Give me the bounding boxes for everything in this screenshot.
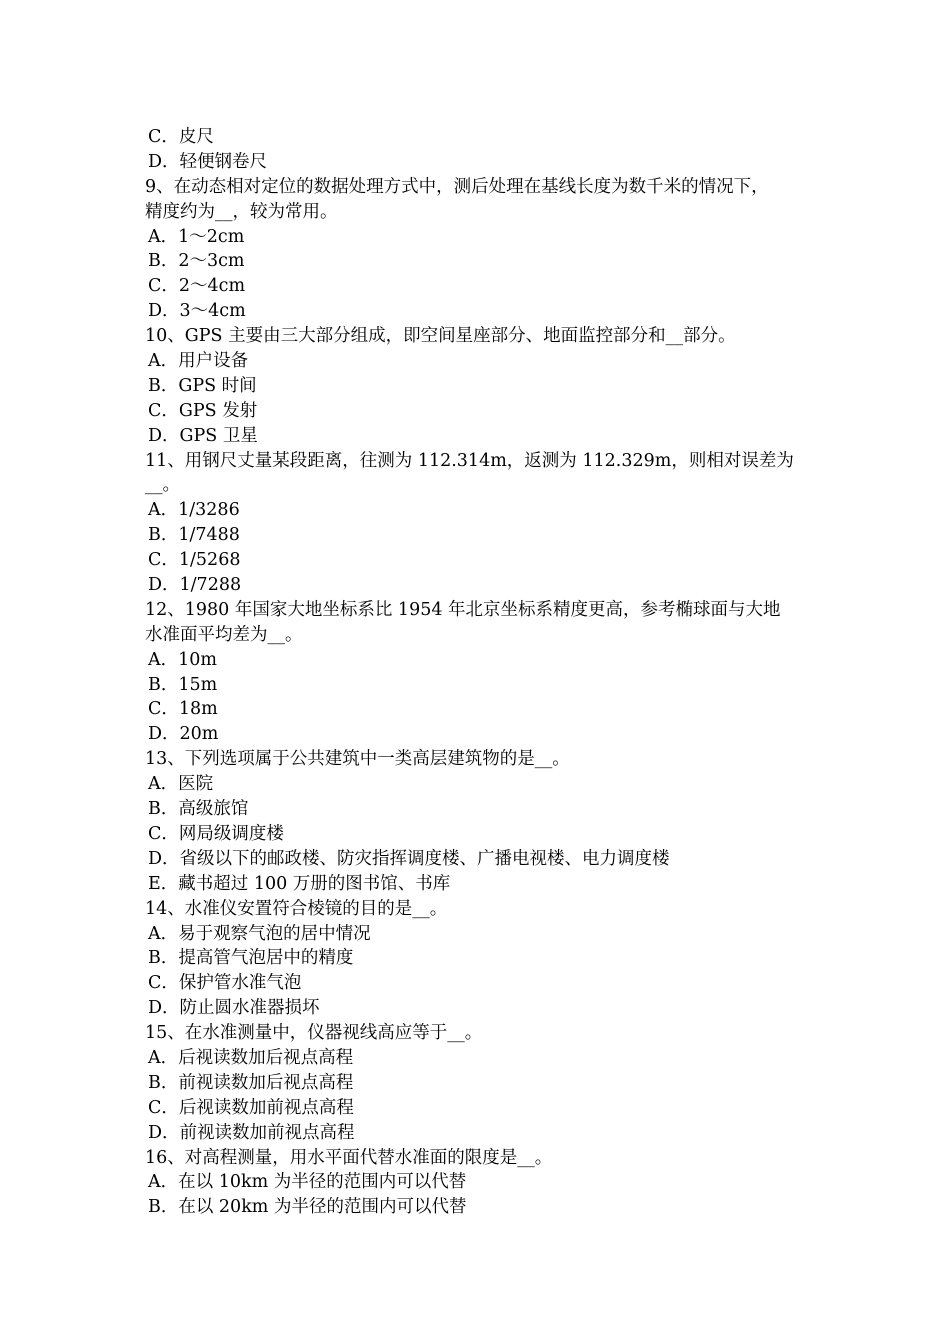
question-line: 精度约为__，较为常用。 (145, 201, 338, 222)
answer-option: C．网局级调度楼 (148, 823, 284, 844)
answer-option: C．保护管水准气泡 (148, 973, 302, 994)
answer-option: D．防止圆水准器损坏 (148, 998, 320, 1019)
answer-option: B．GPS 时间 (148, 375, 257, 396)
answer-option: D．轻便钢卷尺 (148, 151, 268, 172)
document-body (145, 125, 825, 1220)
answer-option: E．藏书超过 100 万册的图书馆、书库 (148, 873, 451, 894)
answer-option: D．3～4cm (148, 301, 246, 322)
question-text (145, 1021, 825, 1046)
answer-option: A．医院 (148, 774, 214, 795)
question-text (145, 175, 825, 225)
answer-option: C．后视读数加前视点高程 (148, 1097, 354, 1118)
answer-option: C．1/5268 (148, 550, 241, 571)
answer-option: B．15m (148, 674, 218, 695)
question-text (145, 598, 825, 648)
question-line: 12、1980 年国家大地坐标系比 1954 年北京坐标系精度更高，参考椭球面与大地 (145, 599, 781, 620)
answer-option: B．高级旅馆 (148, 799, 249, 820)
answer-option: D．20m (148, 724, 219, 745)
question-text (145, 897, 825, 922)
answer-option: A．在以 10km 为半径的范围内可以代替 (148, 1172, 467, 1193)
answer-option: B．1/7488 (148, 525, 240, 546)
answer-option: B．提高管气泡居中的精度 (148, 948, 354, 969)
question-text (145, 747, 825, 772)
question-text (145, 324, 825, 349)
question-line: 16、对高程测量，用水平面代替水准面的限度是__。 (145, 1147, 553, 1168)
question-line: 15、在水准测量中，仪器视线高应等于__。 (145, 1023, 483, 1044)
answer-option: C．GPS 发射 (148, 400, 258, 421)
answer-option: A．易于观察气泡的居中情况 (148, 923, 371, 944)
question-text (145, 1146, 825, 1171)
question-line: 13、下列选项属于公共建筑中一类高层建筑物的是__。 (145, 749, 570, 770)
answer-option: A．用户设备 (148, 351, 249, 372)
answer-option: C．2～4cm (148, 276, 246, 297)
answer-option: D．GPS 卫星 (148, 425, 258, 446)
answer-option: B．在以 20km 为半径的范围内可以代替 (148, 1197, 467, 1218)
question-line: __。 (145, 475, 180, 496)
answer-option: B．前视读数加后视点高程 (148, 1072, 354, 1093)
answer-option: A．10m (148, 649, 218, 670)
answer-option: D．1/7288 (148, 575, 242, 596)
answer-option: A．后视读数加后视点高程 (148, 1047, 354, 1068)
answer-option: C．皮尺 (148, 127, 214, 147)
question-line: 14、水准仪安置符合棱镜的目的是__。 (145, 898, 448, 919)
question-text (145, 449, 825, 499)
answer-option: D．省级以下的邮政楼、防灾指挥调度楼、广播电视楼、电力调度楼 (148, 848, 670, 869)
answer-option: C．18m (148, 699, 218, 720)
question-line: 9、在动态相对定位的数据处理方式中，测后处理在基线长度为数千米的情况下， (145, 176, 769, 197)
question-line: 11、用钢尺丈量某段距离，往测为 112.314m，返测为 112.329m，则相对误差为 (145, 450, 794, 471)
question-line: 10、GPS 主要由三大部分组成，即空间星座部分、地面监控部分和__部分。 (145, 326, 736, 347)
answer-option: D．前视读数加前视点高程 (148, 1122, 355, 1143)
question-line: 水准面平均差为__。 (145, 624, 303, 645)
answer-option: B．2～3cm (148, 251, 245, 272)
answer-option: A．1～2cm (148, 226, 245, 247)
answer-option: A．1/3286 (148, 500, 240, 521)
